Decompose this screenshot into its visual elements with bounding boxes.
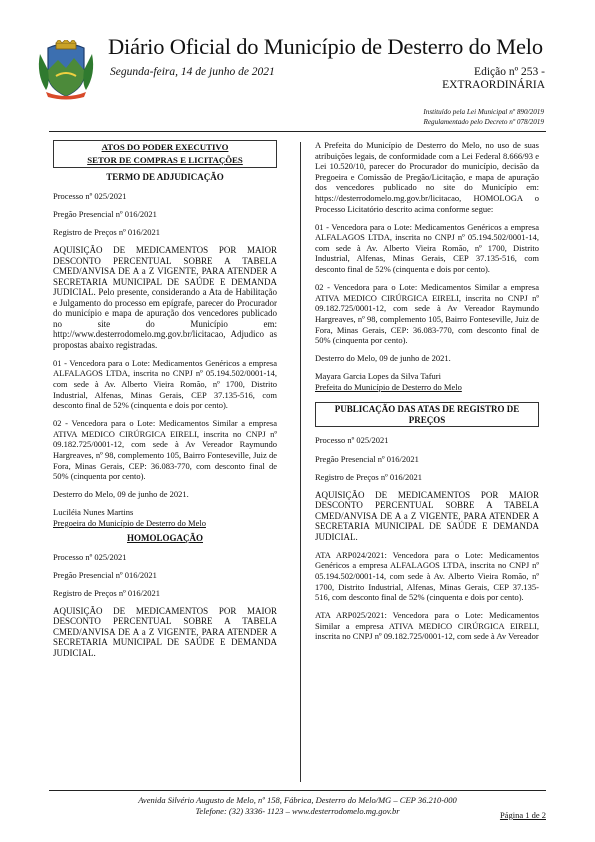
municipal-crest-icon bbox=[34, 40, 98, 100]
adjudicacao-lote-02: 02 - Vencedora para o Lote: Medicamentos Similar a empresa ATIVA MEDICO CIRÚRGICA EIRELI, inscrita no CNPJ nº 09.182.725/0001-12, com sede à Av Vereador Raymundo Hargreaves, nº 98, complemento 105, Bairro Fonteseville, Juiz de Fora, Minas Gerais, CEP: 36.083-770, com desconto final de 50% (cinquenta por cento). bbox=[53, 418, 277, 482]
section-header-box bbox=[53, 140, 277, 168]
atas-processo: Processo nº 025/2021 bbox=[315, 435, 389, 446]
homologacao-lote-01: 01 - Vencedora para o Lote: Medicamentos Genéricos a empresa ALFALAGOS LTDA, inscrita no CNPJ nº 05.194.502/0001-14, com sede à Av. Alberto Vieira Romão, nº 1700, Distrito Industrial, Alfenas, Minas Gerais, CEP 37.135-516, com desconto final de 52% (cinquenta e dois por cento). bbox=[315, 221, 539, 275]
registro-number-2: Registro de Preços nº 016/2021 bbox=[53, 587, 160, 598]
pregao-number: Pregão Presencial nº 016/2021 bbox=[53, 209, 157, 220]
ata-arp024: ATA ARP024/2021: Vencedora para o Lote: Medicamentos Genéricos a empresa ALFALAGOS LTDA, inscrita no CNPJ nº 05.194.502/0001-14, com sede à Av. Alberto Vieira Romão, nº 1700, Distrito Industrial, Alfenas, Minas Gerais, CEP 37.135-516, com desconto final de 52% (cinquenta e dois por cento). bbox=[315, 549, 539, 603]
issue-date: Segunda-feira, 14 de junho de 2021 bbox=[110, 66, 275, 78]
footer-contact: Telefone: (32) 3336- 1123 – www.desterrodomelo.mg.gov.br bbox=[195, 806, 400, 816]
registro-number: Registro de Preços nº 016/2021 bbox=[53, 227, 160, 238]
homologacao-intro: A Prefeita do Município de Desterro do Melo, no uso de suas atribuições legais, de conformidade com a Lei Federal 8.666/93 e Lei 10.520/10, parecer do Procurador do município, decisão da Pregoeira e Comissão de Pregão/Licitação, e mapa de apuração dos vencedores publicado no site do Município em: https://desterrodomelo.mg.gov.br/licitacao, HOMOLOGA o Processo Licitatório descrito acima conforme segue: bbox=[315, 140, 539, 214]
institution-decree: Regulamentado pelo Decreto nº 078/2019 bbox=[423, 118, 544, 126]
processo-number: Processo nº 025/2021 bbox=[53, 191, 127, 201]
atas-title-line1: PUBLICAÇÃO DAS ATAS DE REGISTRO DE bbox=[334, 404, 520, 415]
header-divider bbox=[49, 131, 546, 132]
atas-title-line2: PREÇOS bbox=[408, 414, 446, 425]
edition-number: Edição nº 253 - bbox=[474, 66, 545, 78]
atas-object: AQUISIÇÃO DE MEDICAMENTOS POR MAIOR DESCONTO PERCENTUAL SOBRE A TABELA CMED/ANVISA DE A a Z VIGENTE, PARA ATENDER A SECRETARIA MUNICIPAL DE SAÚDE E DEMANDA JUDICIAL. bbox=[315, 489, 539, 542]
edition-type: EXTRAORDINÁRIA bbox=[442, 79, 545, 91]
mayor-signature-name: Mayara Garcia Lopes da Silva Tafuri bbox=[315, 371, 441, 382]
adjudicacao-date: Desterro do Melo, 09 de junho de 2021. bbox=[53, 489, 189, 500]
signature-role: Pregoeira do Município de Desterro do Melo bbox=[53, 518, 206, 528]
homologacao-lote-02: 02 - Vencedora para o Lote: Medicamentos Similar a empresa ATIVA MEDICO CIRÚRGICA EIRELI, inscrita no CNPJ nº 09.182.725/0001-12, com sede à Av Vereador Raymundo Hargreaves, nº 98, complemento 105, Bairro Fonteseville, Juiz de Fora, Minas Gerais, CEP: 36.083-770, com desconto final de 50% (cinquenta por cento). bbox=[315, 282, 539, 346]
atas-registro: Registro de Preços nº 016/2021 bbox=[315, 471, 422, 482]
right-column bbox=[315, 140, 539, 650]
column-divider bbox=[300, 142, 301, 782]
left-column bbox=[53, 140, 277, 666]
homologacao-title: HOMOLOGAÇÃO bbox=[127, 532, 203, 543]
atas-pregao: Pregão Presencial nº 016/2021 bbox=[315, 453, 419, 464]
homologacao-object: AQUISIÇÃO DE MEDICAMENTOS POR MAIOR DESCONTO PERCENTUAL SOBRE A TABELA CMED/ANVISA DE A a Z VIGENTE, PARA ATENDER A SECRETARIA MUNICIPAL DE SAÚDE E DEMANDA JUDICIAL. bbox=[53, 605, 277, 658]
section-header-line1: ATOS DO PODER EXECUTIVO bbox=[101, 142, 229, 152]
edition-info bbox=[442, 66, 545, 92]
footer-address: Avenida Silvério Augusto de Melo, nº 158, Fábrica, Desterro do Melo/MG – CEP 36.210-000 bbox=[138, 795, 457, 805]
atas-section-box bbox=[315, 402, 539, 427]
adjudicacao-body: AQUISIÇÃO DE MEDICAMENTOS POR MAIOR DESCONTO PERCENTUAL SOBRE A TABELA CMED/ANVISA DE A a Z VIGENTE, PARA ATENDER A SECRETARIA MUNICIPAL DE SAÚDE E DEMANDA JUDICIAL. Pelo presente, considerando a Ata de Habilitação e Julgamento do processo em epígrafe, parecer do Procurador do município e mapa de apuração dos vencedores publicado no site do Município em: http://www.desterrodomelo.mg.gov.br/licitacao, Adjudico as propostas abaixo registradas. bbox=[53, 245, 277, 350]
adjudicacao-lote-01: 01 - Vencedora para o Lote: Medicamentos Genéricos a empresa ALFALAGOS LTDA, inscrita no CNPJ nº 05.194.502/0001-14, com sede à Av. Alberto Vieira Romão, nº 1700, Distrito Industrial, Alfenas, Minas Gerais, CEP 37.135-516, com desconto final de 52% (cinquenta e dois por cento). bbox=[53, 357, 277, 411]
ata-arp025: ATA ARP025/2021: Vencedora para o Lote: Medicamentos Similar a empresa ATIVA MEDICO CIRÚRGICA EIRELI, inscrita no CNPJ nº 09.182.725/0001-12, com sede à Av Vereador bbox=[315, 610, 539, 642]
mayor-signature-role: Prefeita do Município de Desterro do Melo bbox=[315, 381, 462, 392]
adjudicacao-title: TERMO DE ADJUDICAÇÃO bbox=[106, 172, 224, 182]
institution-note bbox=[423, 107, 544, 127]
signature-name: Luciléia Nunes Martins bbox=[53, 507, 134, 518]
section-header-line2: SETOR DE COMPRAS E LICITAÇÕES bbox=[87, 155, 243, 165]
institution-law: Instituído pela Lei Municipal nº 890/2019 bbox=[423, 108, 544, 116]
footer-divider bbox=[49, 790, 546, 791]
pregao-number-2: Pregão Presencial nº 016/2021 bbox=[53, 569, 157, 580]
page-number: Página 1 de 2 bbox=[499, 810, 546, 820]
processo-number-2: Processo nº 025/2021 bbox=[53, 551, 127, 562]
journal-title: Diário Oficial do Município de Desterro do Melo bbox=[108, 34, 543, 59]
homologacao-date: Desterro do Melo, 09 de junho de 2021. bbox=[315, 353, 451, 364]
